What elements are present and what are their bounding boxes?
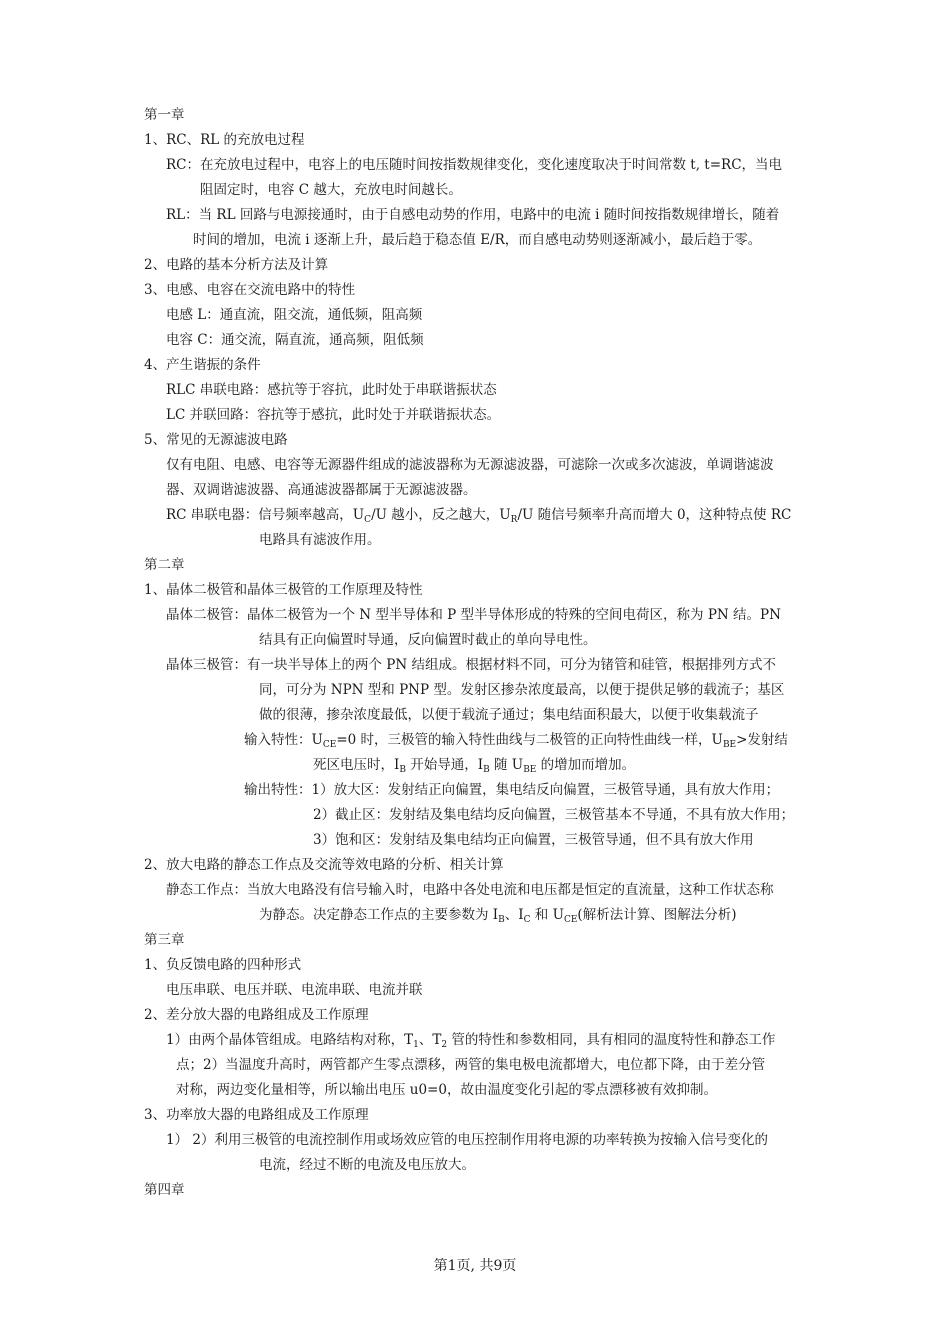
section-1-2-heading: 2、电路的基本分析方法及计算 xyxy=(144,257,329,273)
output-characteristic-line-2: 2）截止区：发射结及集电结均反向偏置，三极管基本不导通，不具有放大作用； xyxy=(313,807,795,823)
capacitor-line: 电容 C：通交流，隔直流，通高频，阻低频 xyxy=(166,332,424,348)
transistor-paragraph-line-1: 晶体三极管：有一块半导体上的两个 PN 结组成。根据材料不同，可分为锗管和硅管，根据排列方式不 xyxy=(166,657,776,673)
differential-amp-line-3: 对称，两边变化量相等，所以输出电压 u0=0，故由温度变化引起的零点漂移被有效抑制。 xyxy=(176,1082,717,1098)
rl-paragraph-line-1: RL：当 RL 回路与电源接通时，由于自感电动势的作用，电路中的电流 i 随时间按指数规律增长，随着 xyxy=(166,207,780,223)
quiescent-point-line-2: 为静态。决定静态工作点的主要参数为 $I_B$、$I_C$ 和 $U_{CE}$(解析法计算、图解法分析) xyxy=(259,907,737,925)
rc-filter-line-2: 电路具有滤波作用。 xyxy=(259,532,381,548)
section-2-2-heading: 2、放大电路的静态工作点及交流等效电路的分析、相关计算 xyxy=(144,857,504,873)
rc-filter-line-1: RC 串联电器：信号频率越高，$U_C/U$ 越小，反之越大，$U_R/U$ 随信号频率升高而增大 0，这种特点使 RC xyxy=(166,507,792,525)
chapter-3-heading: 第三章 xyxy=(144,932,185,948)
rc-paragraph-line-1: RC：在充放电过程中，电容上的电压随时间按指数规律变化，变化速度取决于时间常数 t, t=RC，当电 xyxy=(166,157,783,173)
output-characteristic-line-3: 3）饱和区：发射结及集电结均正向偏置，三极管导通，但不具有放大作用 xyxy=(313,832,754,848)
rlc-series-line: RLC 串联电路：感抗等于容抗，此时处于串联谐振状态 xyxy=(166,382,497,398)
chapter-4-heading: 第四章 xyxy=(144,1182,185,1198)
section-3-3-heading: 3、功率放大器的电路组成及工作原理 xyxy=(144,1107,369,1123)
section-1-3-heading: 3、电感、电容在交流电路中的特性 xyxy=(144,282,356,298)
page-number-footer: 第1页, 共9页 xyxy=(433,1258,517,1274)
chapter-2-heading: 第二章 xyxy=(144,557,185,573)
rc-paragraph-line-2: 阻固定时，电容 C 越大，充放电时间越长。 xyxy=(200,182,462,198)
section-1-4-heading: 4、产生谐振的条件 xyxy=(144,357,261,373)
section-1-1-heading: 1、RC、RL 的充放电过程 xyxy=(144,132,305,148)
section-2-1-heading: 1、晶体二极管和晶体三极管的工作原理及特性 xyxy=(144,582,423,598)
power-amp-line-2: 电流，经过不断的电流及电压放大。 xyxy=(259,1157,475,1173)
power-amp-line-1: 1） 2）利用三极管的电流控制作用或场效应管的电压控制作用将电源的功率转换为按输入信号变化的 xyxy=(166,1132,768,1148)
filter-paragraph-line-2: 器、双调谐滤波器、高通滤波器都属于无源滤波器。 xyxy=(166,482,477,498)
quiescent-point-line-1: 静态工作点：当放大电路没有信号输入时，电路中各处电流和电压都是恒定的直流量，这种工作状态称 xyxy=(166,882,774,898)
transistor-paragraph-line-3: 做的很薄，掺杂浓度最低，以便于载流子通过；集电结面积最大，以便于收集载流子 xyxy=(259,707,759,723)
rl-paragraph-line-2: 时间的增加，电流 i 逐渐上升，最后趋于稳态值 E/R，而自感电动势则逐渐减小，最后趋于零。 xyxy=(193,232,762,248)
inductor-line: 电感 L：通直流，阻交流，通低频，阻高频 xyxy=(166,307,423,323)
section-3-1-heading: 1、负反馈电路的四种形式 xyxy=(144,957,302,973)
differential-amp-line-2: 点；2）当温度升高时，两管都产生零点漂移，两管的集电极电流都增大，电位都下降，由于差分管 xyxy=(176,1057,766,1073)
section-3-2-heading: 2、差分放大器的电路组成及工作原理 xyxy=(144,1007,369,1023)
transistor-paragraph-line-2: 同，可分为 NPN 型和 PNP 型。发射区掺杂浓度最高，以便于提供足够的载流子；基区 xyxy=(259,682,785,698)
input-characteristic-line-1: 输入特性：$U_{CE}=0$ 时，三极管的输入特性曲线与二极管的正向特性曲线一样，$U_{BE}>$发射结 xyxy=(244,732,788,750)
chapter-1-heading: 第一章 xyxy=(144,107,185,123)
feedback-forms-line: 电压串联、电压并联、电流串联、电流并联 xyxy=(166,982,423,998)
diode-paragraph-line-1: 晶体二极管：晶体二极管为一个 N 型半导体和 P 型半导体形成的特殊的空间电荷区，称为 PN 结。PN xyxy=(166,607,781,623)
input-characteristic-line-2: 死区电压时，$I_B$ 开始导通，$I_B$ 随 $U_{BE}$ 的增加而增加。 xyxy=(313,757,636,775)
diode-paragraph-line-2: 结具有正向偏置时导通，反向偏置时截止的单向导电性。 xyxy=(259,632,597,648)
lc-parallel-line: LC 并联回路：容抗等于感抗，此时处于并联谐振状态。 xyxy=(166,407,501,423)
section-1-5-heading: 5、常见的无源滤波电路 xyxy=(144,432,288,448)
output-characteristic-line-1: 输出特性：1）放大区：发射结正向偏置，集电结反向偏置，三极管导通，具有放大作用； xyxy=(244,782,780,798)
differential-amp-line-1: 1）由两个晶体管组成。电路结构对称，$T_1$、$T_2$ 管的特性和参数相同，具有相同的温度特性和静态工作 xyxy=(166,1032,776,1050)
filter-paragraph-line-1: 仅有电阻、电感、电容等无源器件组成的滤波器称为无源滤波器，可滤除一次或多次滤波，单调谐滤波 xyxy=(166,457,774,473)
